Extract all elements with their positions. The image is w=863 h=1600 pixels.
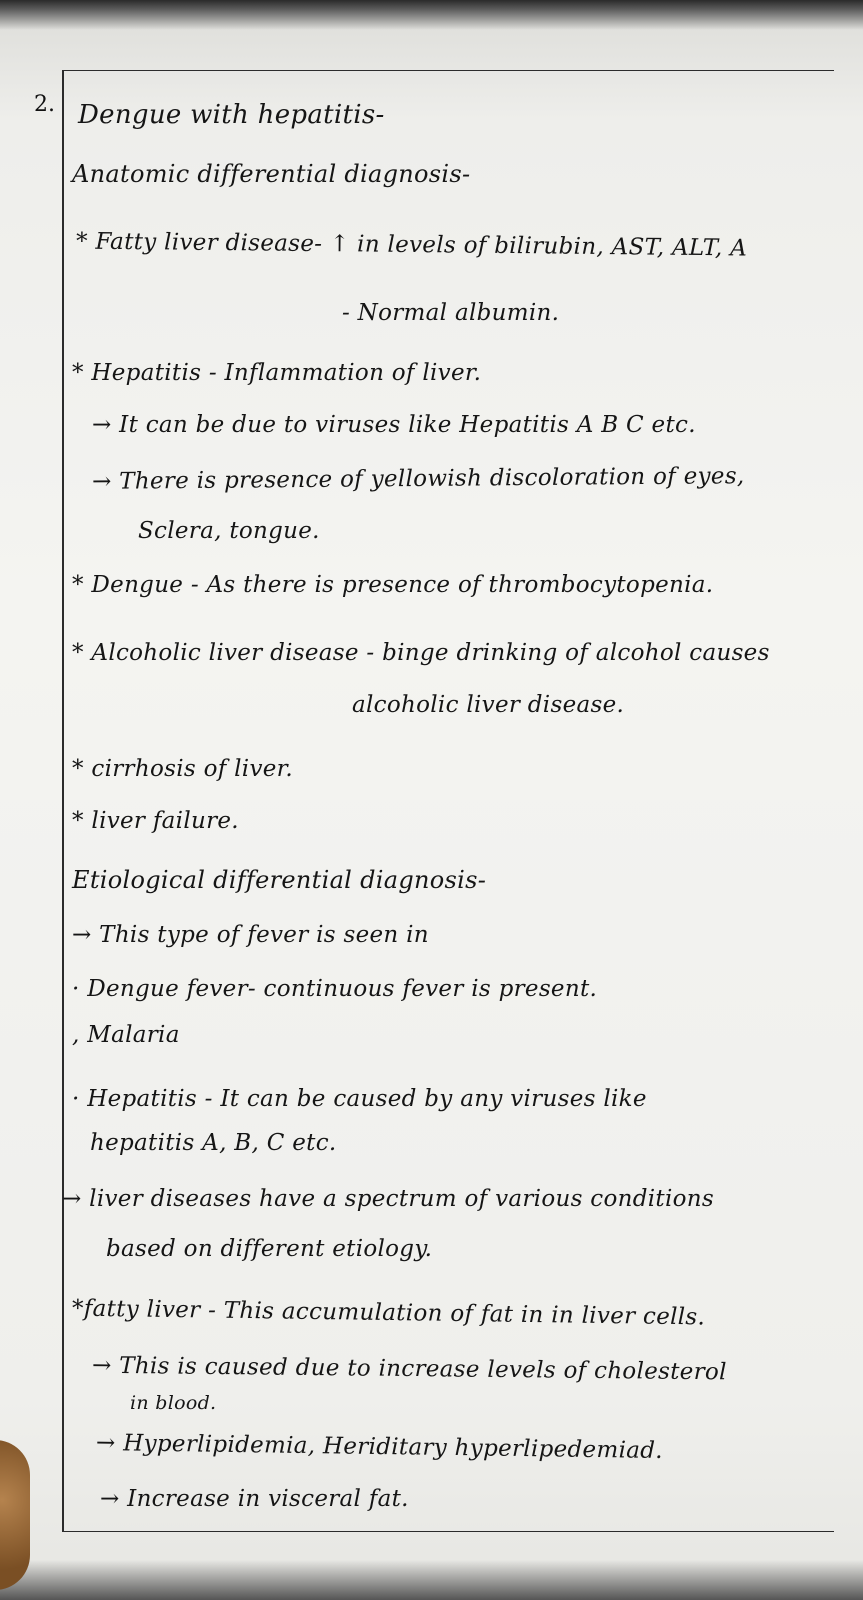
note-line: Anatomic differential diagnosis- [72, 160, 471, 188]
note-line: → This type of fever is seen in [72, 922, 429, 948]
note-line: * Dengue - As there is presence of thrombocytopenia. [72, 572, 714, 598]
note-line: in blood. [130, 1392, 217, 1414]
note-line: * Fatty liver disease- ↑ in levels of bilirubin, AST, ALT, A [75, 228, 748, 262]
note-line: Sclera, tongue. [138, 518, 320, 544]
bottom-shadow [0, 1560, 863, 1600]
note-line: - Normal albumin. [342, 300, 560, 326]
note-line: based on different etiology. [106, 1236, 433, 1262]
note-line: , Malaria [72, 1022, 180, 1048]
note-line: * Alcoholic liver disease - binge drinking of alcohol causes [72, 640, 770, 666]
note-line: * Hepatitis - Inflammation of liver. [72, 360, 482, 386]
note-line: · Dengue fever- continuous fever is present. [72, 976, 598, 1002]
note-line: hepatitis A, B, C etc. [90, 1130, 337, 1156]
note-line: → There is presence of yellowish discoloration of eyes, [91, 463, 745, 495]
note-line: alcoholic liver disease. [352, 692, 625, 718]
thumb [0, 1440, 30, 1590]
note-line: → It can be due to viruses like Hepatitis A B C etc. [92, 412, 696, 438]
top-shadow [0, 0, 863, 30]
note-line: → liver diseases have a spectrum of various conditions [62, 1186, 714, 1212]
note-line: → Hyperlipidemia, Heriditary hyperlipedemiad. [95, 1430, 664, 1464]
note-line: * cirrhosis of liver. [72, 756, 294, 782]
question-number: 2. [34, 92, 55, 117]
note-line: *fatty liver - This accumulation of fat in in liver cells. [71, 1295, 706, 1331]
note-line: * liver failure. [72, 808, 239, 834]
note-line: → This is caused due to increase levels of cholesterol [91, 1352, 727, 1386]
note-line: → Increase in visceral fat. [100, 1486, 409, 1512]
note-line: Etiological differential diagnosis- [72, 866, 487, 894]
note-line: · Hepatitis - It can be caused by any viruses like [72, 1086, 647, 1112]
note-title: Dengue with hepatitis- [78, 100, 385, 130]
